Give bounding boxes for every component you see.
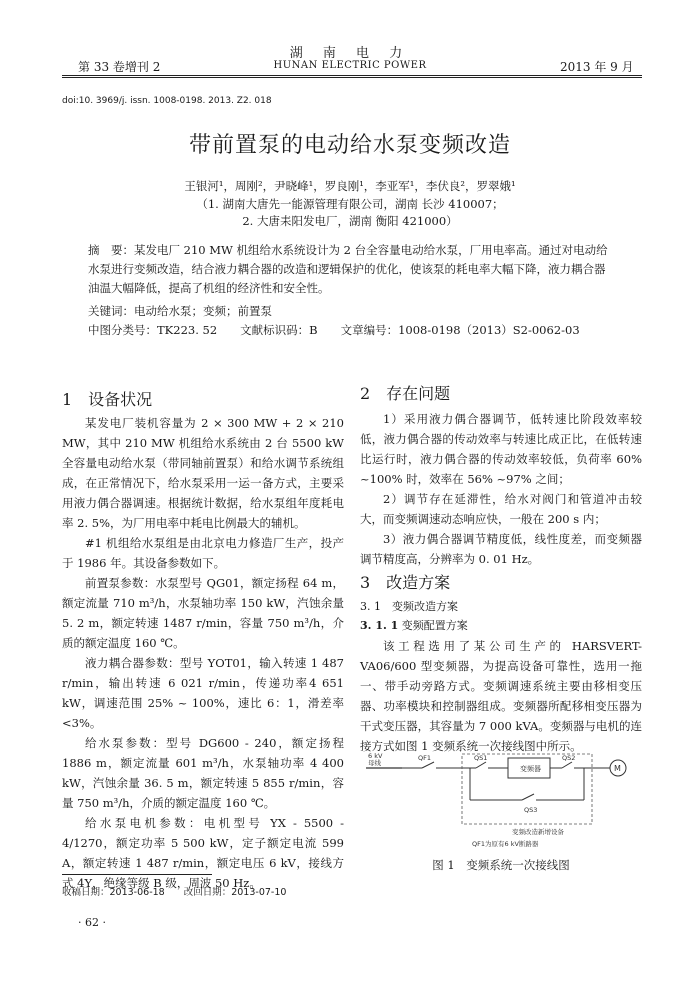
journal-name-en: HUNAN ELECTRIC POWER [273,60,427,71]
paragraph: 1）采用液力偶合器调节，低转速比阶段效率较低，液力偶合器的传动效率与转速比成正比，在低转速比运行时，液力偶合器的传动效率较低，负荷率 60% ~100% 时，效率在 56% ~97% 之间； [360,412,642,486]
paragraph: 给水泵参数：型号 DG600 - 240，额定扬程 1886 m，额定流量 601 m³/h，水泵轴功率 4 400 kW，汽蚀余量 36. 5 m，额定转速 5 855 r/min，容量 750 m³/h，介质的额定温度 160 ℃。 [62,736,344,810]
classification-line: 中图分类号：TK223. 52 文献标识码：B 文章编号：1008-0198（2013）S2-0062-03 [88,323,580,337]
paragraph: 前置泵参数：水泵型号 QG01，额定扬程 64 m，额定流量 710 m³/h，水泵轴功率 150 kW，汽蚀余量 5. 2 m，额定转速 1487 r/min，容量 750 m³/h，介质的额定温度 160 ℃。 [62,576,344,650]
subsection-3-1-heading: 3. 1 变频改造方案 [360,600,458,613]
journal-name-cn: 湖 南 电 力 [289,46,411,61]
qf1-label: QF1 [418,754,431,762]
paragraph: 液力耦合器参数：型号 YOT01，输入转速 1 487 r/min，输出转速 6 021 r/min，传递功率4 651 kW，调速范围 25% ~ 100%，速比 6：1，滑差率 <3%。 [62,656,344,730]
vfd-label: 变频器 [520,765,541,773]
qs2-label: QS2 [562,754,576,762]
author-list: 王银河¹，周刚²，尹晓峰¹，罗良刚¹，李亚军¹，李伏良²，罗翠娥¹ [184,179,516,193]
paragraph: 3）液力偶合器调节精度低，线性度差，而变频器调节精度高，分辨率为 0. 01 Hz。 [360,532,642,566]
page-number: · 62 · [78,916,106,929]
section-3-1-1-body [360,636,642,756]
wiring-diagram [362,750,638,850]
paragraph: 2）调节存在延滞性，给水对阀门和管道冲击较大，而变频调速动态响应快，一般在 200 s 内； [360,492,642,526]
paragraph: 给水泵电机参数：电机型号 YX - 5500 - 4/1270，额定功率 5 500 kW，定子额定电流 599 A，额定转速 1 487 r/min，额定电压 6 kV，接线方式 4Y，绝缘等级 B 级，周波 50 Hz。 [62,816,344,890]
section-1-heading: 1 设备状况 [62,390,153,409]
paragraph: 该工程选用了某公司生产的 HARSVERT-VA06/600 型变频器，为提高设备可靠性，选用一拖一、带手动旁路方式。变频调速系统主要由移相变压器、功率模块和控制器组成。变频器所配移相变压器为干式变压器，其容量为 7 000 kVA。变频器与电机的连接方式如图 1 变频系统一次接线图中所示。 [360,639,642,753]
section-2-heading: 2 存在问题 [360,384,451,403]
qs3-label: QS3 [524,806,538,814]
paragraph: 某发电厂装机容量为 2 × 300 MW + 2 × 210 MW，其中 210 MW 机组给水系统由 2 台 5500 kW 全容量电动给水泵（带同轴前置泵）和给水调节系统组成，在正常情况下，给水泵采用一运一备方式，主要采用液力偶合器调速。根据统计数据，给水泵组年度耗电率 2. 5%，为厂用电率中耗电比例最大的辅机。 [62,416,344,530]
paragraph: #1 机组给水泵组是由北京电力修造厂生产，投产于 1986 年。其设备参数如下。 [62,536,344,570]
header-rule [62,75,642,76]
subsection-number: 3. 1. 1 [360,619,399,632]
qf1-switch [422,762,434,768]
figure-caption: 图 1 变频系统一次接线图 [432,858,570,872]
publication-date: 2013 年 9 月 [560,60,634,74]
motor-label: M [614,764,621,773]
qs3-switch [522,794,534,800]
bus-label-2: 母线 [368,759,381,767]
bus-label-1: 6 kV [368,752,383,760]
footnote-rule [62,874,212,875]
doi: doi:10. 3969/j. issn. 1008-0198. 2013. Z2. 018 [62,96,272,106]
affiliation-1: （1. 湖南大唐先一能源管理有限公司，湖南 长沙 410007； [196,197,504,211]
affiliation-2: 2. 大唐耒阳发电厂，湖南 衡阳 421000） [242,214,458,228]
qs2-switch [562,762,572,768]
section-1-body [62,413,344,893]
legend-qf1: QF1为原有6 kV断路器 [472,840,539,848]
qs1-label: QS1 [474,754,488,762]
section-3-heading: 3 改造方案 [360,573,451,592]
subsection-3-1-1-heading [360,617,468,633]
qs1-switch [476,762,486,768]
keywords: 关键词：电动给水泵；变频；前置泵 [88,304,272,318]
section-2-body [360,409,642,569]
received-dates: 收稿日期：2013-06-18 改回日期：2013-07-10 [62,887,287,898]
abstract: 摘 要：某发电厂 210 MW 机组给水系统设计为 2 台全容量电动给水泵，厂用电率高。通过对电动给水泵进行变频改造，结合液力耦合器的改造和逻辑保护的优化，使该泵的耗电率大幅下降，液力耦合器油温大幅降低，提高了机组的经济性和安全性。 [88,243,608,295]
volume-issue: 第 33 卷增刊 2 [78,60,161,74]
header-rule-double [62,77,642,78]
subsection-title: 变频配置方案 [401,619,468,632]
legend-new-equipment: 变频改造新增设备 [512,828,564,836]
paper-title: 带前置泵的电动给水泵变频改造 [188,133,511,158]
